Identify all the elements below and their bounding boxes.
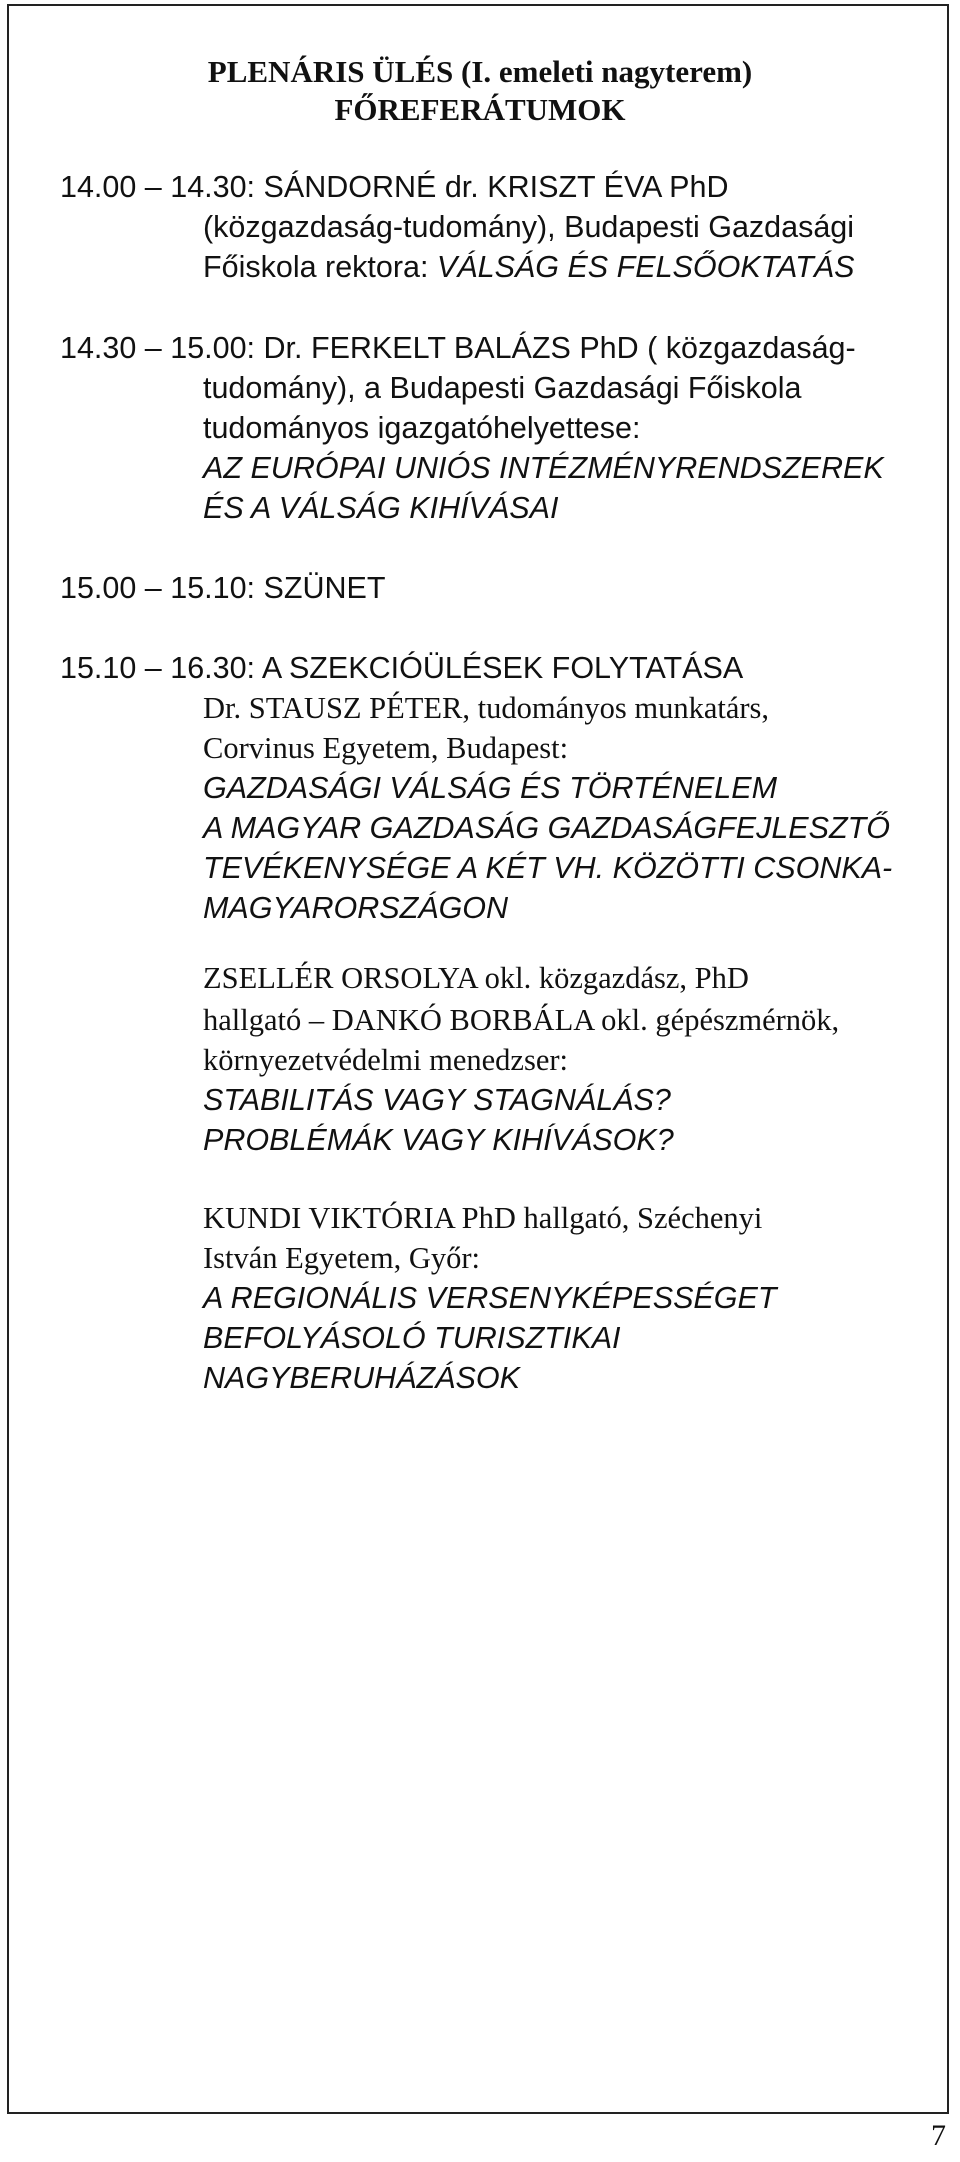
talk-title-line: AZ EURÓPAI UNIÓS INTÉZMÉNYRENDSZEREK: [203, 451, 884, 485]
program-item-2: [60, 328, 856, 368]
keynotes-heading: FŐREFERÁTUMOK: [334, 92, 626, 127]
session-heading: PLENÁRIS ÜLÉS (I. emeleti nagyterem): [207, 54, 753, 89]
talk-title-line: PROBLÉMÁK VAGY KIHÍVÁSOK?: [203, 1123, 674, 1157]
talk-speaker-line: Corvinus Egyetem, Budapest:: [203, 731, 569, 765]
speaker-affiliation: (közgazdaság-tudomány), Budapesti Gazdasági: [203, 210, 855, 244]
program-time: 15.00 – 15.10:: [60, 571, 264, 605]
talk-speaker-line: ZSELLÉR ORSOLYA okl. közgazdász, PhD: [203, 961, 749, 995]
program-time: 14.30 – 15.00:: [60, 331, 264, 365]
page-number: 7: [931, 2119, 946, 2152]
speaker-name: SÁNDORNÉ dr. KRISZT ÉVA PhD: [263, 170, 729, 204]
talk-title: VÁLSÁG ÉS FELSŐOKTATÁS: [436, 250, 855, 284]
speaker-name: Dr. FERKELT BALÁZS PhD ( közgazdaság-: [263, 331, 856, 365]
talk-title-line: A REGIONÁLIS VERSENYKÉPESSÉGET: [203, 1281, 777, 1315]
talk-title-line: ÉS A VÁLSÁG KIHÍVÁSAI: [203, 491, 559, 525]
talk-title-line: BEFOLYÁSOLÓ TURISZTIKAI: [203, 1321, 621, 1355]
program-item-1: [60, 167, 729, 207]
talk-title-line: MAGYARORSZÁGON: [203, 891, 509, 925]
program-sections: [60, 648, 743, 688]
talk-speaker-line: István Egyetem, Győr:: [203, 1241, 480, 1275]
talk-speaker-line: környezetvédelmi menedzser:: [203, 1043, 568, 1077]
talk-title-line: STABILITÁS VAGY STAGNÁLÁS?: [203, 1083, 671, 1117]
talk-speaker-line: Dr. STAUSZ PÉTER, tudományos munkatárs,: [203, 691, 770, 725]
talk-title-line: A MAGYAR GAZDASÁG GAZDASÁGFEJLESZTŐ: [203, 811, 890, 845]
speaker-role: [203, 247, 854, 287]
program-time: 15.10 – 16.30:: [60, 651, 262, 685]
speaker-affiliation: tudomány), a Budapesti Gazdasági Főiskola: [203, 371, 802, 405]
talk-speaker-line: KUNDI VIKTÓRIA PhD hallgató, Széchenyi: [203, 1201, 763, 1235]
speaker-role-prefix: Főiskola rektora:: [203, 250, 437, 284]
talk-speaker-line: hallgató – DANKÓ BORBÁLA okl. gépészmérnök,: [203, 1003, 840, 1037]
talk-title-line: NAGYBERUHÁZÁSOK: [203, 1361, 520, 1395]
talk-title-line: GAZDASÁGI VÁLSÁG ÉS TÖRTÉNELEM: [203, 771, 778, 805]
talk-title-line: TEVÉKENYSÉGE A KÉT VH. KÖZÖTTI CSONKA-: [203, 851, 893, 885]
program-break: [60, 568, 386, 608]
break-label: SZÜNET: [263, 571, 386, 605]
speaker-role: tudományos igazgatóhelyettese:: [203, 411, 641, 445]
program-time: 14.00 – 14.30:: [60, 170, 264, 204]
sections-label: A SZEKCIÓÜLÉSEK FOLYTATÁSA: [261, 651, 744, 685]
